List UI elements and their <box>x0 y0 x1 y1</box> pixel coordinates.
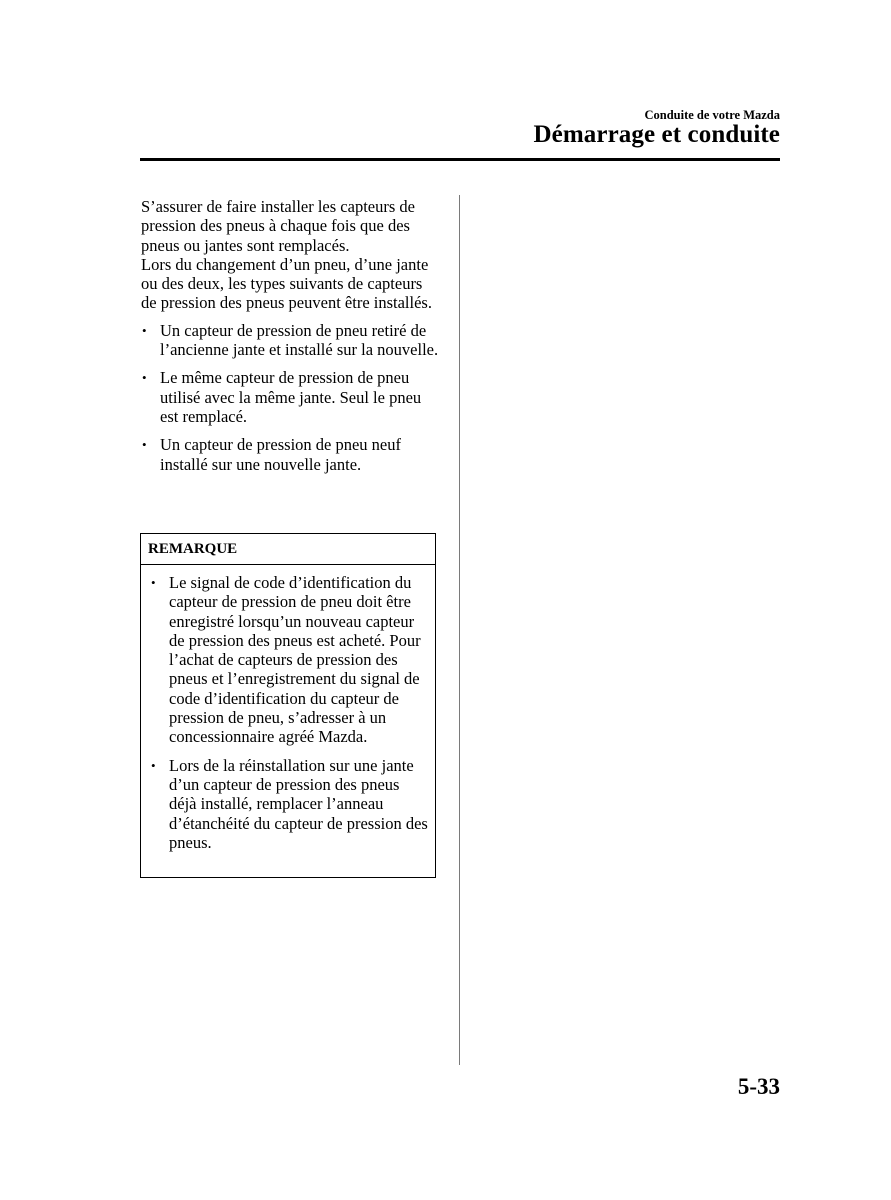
page-title: Démarrage et conduite <box>533 121 780 148</box>
types-paragraph: Lors du changement d’un pneu, d’une jante ou des deux, les types suivants de capteurs de pression des pneus peuvent être installés. <box>141 254 432 313</box>
list-item <box>141 321 441 360</box>
list-item-text: Lors de la réinstallation sur une jante d’un capteur de pression des pneus déjà installé, remplacer l’anneau d’étanchéité du capteur de pression des pneus. <box>169 755 428 852</box>
header-rule <box>140 158 780 161</box>
left-column <box>141 197 441 483</box>
bullet-icon: • <box>142 322 147 338</box>
bullet-icon: • <box>142 370 147 386</box>
page-number: 5-33 <box>737 1074 780 1099</box>
list-item <box>150 756 429 852</box>
list-item <box>141 435 441 474</box>
list-item-text: Un capteur de pression de pneu neuf installé sur une nouvelle jante. <box>160 435 401 474</box>
column-divider <box>459 195 460 1065</box>
bullet-icon: • <box>151 575 156 590</box>
sensor-types-list <box>141 321 441 474</box>
list-item-text: Le même capteur de pression de pneu utilisé avec la même jante. Seul le pneu est remplacé. <box>160 368 422 426</box>
list-item-text: Le signal de code d’identification du capteur de pression de pneu doit être enregistré lorsqu’un nouveau capteur de pression des pneus est acheté. Pour l’achat de capteurs de pression des pneus et l’enregistrement du signal de code d’identification du capteur de pression de pneu, s’adresser à un concessionnaire agréé Mazda. <box>169 573 421 747</box>
list-item <box>150 573 429 747</box>
header-section-label: Conduite de votre Mazda <box>644 108 780 122</box>
note-title: REMARQUE <box>141 534 435 565</box>
bullet-icon: • <box>151 757 156 773</box>
intro-paragraph: S’assurer de faire installer les capteurs de pression des pneus à chaque fois que des pneus ou jantes sont remplacés. <box>141 197 415 255</box>
note-box <box>140 533 436 878</box>
bullet-icon: • <box>142 437 147 453</box>
list-item <box>141 368 441 426</box>
note-list <box>150 573 429 852</box>
list-item-text: Un capteur de pression de pneu retiré de l’ancienne jante et installé sur la nouvelle. <box>160 320 439 360</box>
